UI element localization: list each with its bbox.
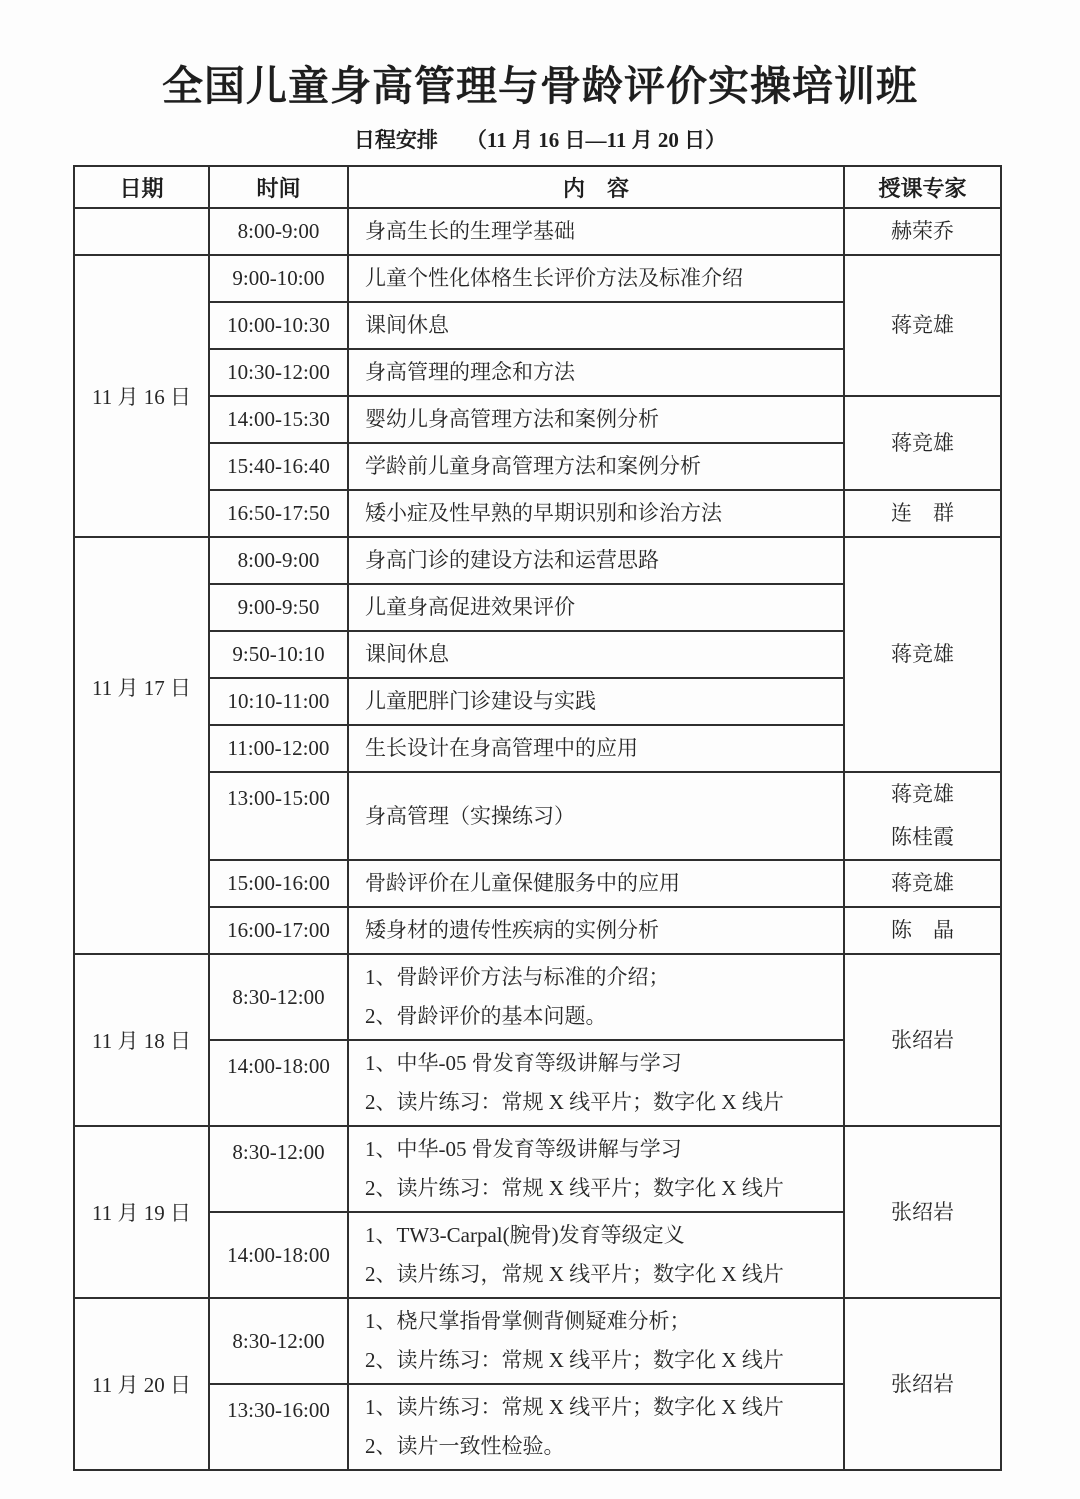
expert-cell [844,1298,1001,1470]
content-line: 课间休息 [365,313,449,337]
time-cell: 8:30-12:00 [209,954,348,1040]
content-line: 儿童个性化体格生长评价方法及标准介绍 [365,266,743,290]
time-cell: 10:30-12:00 [209,349,348,396]
schedule-table [73,165,1002,1471]
expert-cell [844,537,1001,772]
time-cell: 13:30-16:00 [209,1384,348,1470]
col-header-date: 日期 [74,166,209,208]
content-cell [348,954,844,1040]
time-cell: 8:30-12:00 [209,1126,348,1212]
content-line: 学龄前儿童身高管理方法和案例分析 [365,454,701,478]
content-line: 2、骨龄评价的基本问题。 [365,1004,607,1028]
table-row [74,1298,1001,1384]
time-cell: 8:00-9:00 [209,537,348,584]
content-line: 儿童肥胖门诊建设与实践 [365,689,596,713]
content-line: 身高生长的生理学基础 [365,219,575,243]
time-cell: 14:00-18:00 [209,1212,348,1298]
time-cell: 14:00-18:00 [209,1040,348,1126]
date-cell: 11 月 17 日 [74,537,209,954]
expert-name: 蒋竞雄 [891,782,954,806]
expert-name: 连 群 [891,501,954,525]
expert-name: 陈桂霞 [891,825,954,849]
expert-name: 张绍岩 [891,1027,954,1052]
content-line: 骨龄评价在儿童保健服务中的应用 [365,871,680,895]
table-row [74,396,1001,443]
content-line: 1、中华-05 骨发育等级讲解与学习 [365,1051,682,1075]
expert-cell [844,860,1001,907]
table-row [74,537,1001,584]
content-line: 1、桡尺掌指骨掌侧背侧疑难分析； [365,1309,691,1333]
expert-name: 赫荣乔 [891,219,954,243]
expert-name: 张绍岩 [891,1199,954,1224]
content-line: 2、读片一致性检验。 [365,1434,565,1458]
expert-cell [844,490,1001,537]
expert-cell [844,396,1001,490]
content-cell [348,490,844,537]
date-cell: 11 月 18 日 [74,954,209,1126]
content-cell [348,443,844,490]
content-cell [348,1212,844,1298]
content-line: 2、读片练习：常规 X 线平片；数字化 X 线片 [365,1348,784,1372]
content-cell [348,907,844,954]
date-cell: 11 月 19 日 [74,1126,209,1298]
content-cell [348,255,844,302]
content-line: 2、读片练习：常规 X 线平片；数字化 X 线片 [365,1090,784,1114]
content-cell [348,1298,844,1384]
date-cell: 11 月 16 日 [74,255,209,537]
time-cell: 8:30-12:00 [209,1298,348,1384]
time-cell: 10:10-11:00 [209,678,348,725]
content-cell [348,584,844,631]
content-line: 婴幼儿身高管理方法和案例分析 [365,407,659,431]
expert-name: 蒋竞雄 [891,871,954,895]
time-cell: 9:50-10:10 [209,631,348,678]
table-row [74,1126,1001,1212]
time-cell: 15:00-16:00 [209,860,348,907]
content-cell [348,302,844,349]
content-line: 儿童身高促进效果评价 [365,595,575,619]
content-line: 矮身材的遗传性疾病的实例分析 [365,918,659,942]
expert-name: 陈 晶 [891,918,954,942]
content-line: 课间休息 [365,642,449,666]
time-cell: 16:50-17:50 [209,490,348,537]
expert-name: 蒋竞雄 [891,430,954,455]
content-cell [348,678,844,725]
time-cell: 14:00-15:30 [209,396,348,443]
content-line: 身高管理的理念和方法 [365,360,575,384]
content-cell [348,1384,844,1470]
content-line: 2、读片练习，常规 X 线平片；数字化 X 线片 [365,1262,784,1286]
time-cell: 11:00-12:00 [209,725,348,772]
expert-cell [844,954,1001,1126]
content-line: 身高管理（实操练习） [365,803,575,828]
expert-cell [844,1126,1001,1298]
content-line: 生长设计在身高管理中的应用 [365,736,638,760]
date-cell [74,208,209,255]
subtitle-label: 日程安排 [353,128,438,152]
content-cell [348,1126,844,1212]
col-header-content: 内 容 [348,166,844,208]
table-row [74,772,1001,860]
time-cell: 13:00-15:00 [209,772,348,860]
table-row [74,860,1001,907]
content-line: 矮小症及性早熟的早期识别和诊治方法 [365,501,722,525]
table-row [74,907,1001,954]
content-cell [348,772,844,860]
time-cell: 15:40-16:40 [209,443,348,490]
header-row [74,166,1001,208]
col-header-time: 时间 [209,166,348,208]
table-row [74,255,1001,302]
table-row [74,208,1001,255]
col-header-expert: 授课专家 [844,166,1001,208]
content-cell [348,725,844,772]
table-row [74,954,1001,1040]
time-cell: 16:00-17:00 [209,907,348,954]
content-cell [348,860,844,907]
table-row [74,490,1001,537]
content-cell [348,631,844,678]
page-title: 全国儿童身高管理与骨龄评价实操培训班 [162,63,918,109]
expert-name: 蒋竞雄 [891,642,954,666]
content-line: 1、TW3-Carpal(腕骨)发育等级定义 [365,1223,685,1247]
content-cell [348,396,844,443]
expert-name: 张绍岩 [891,1371,954,1396]
subtitle-range: （11 月 16 日—11 月 20 日） [465,128,727,152]
content-line: 1、中华-05 骨发育等级讲解与学习 [365,1137,682,1161]
content-cell [348,537,844,584]
expert-cell [844,772,1001,860]
time-cell: 9:00-10:00 [209,255,348,302]
expert-cell [844,255,1001,396]
expert-name: 蒋竞雄 [891,313,954,337]
content-line: 2、读片练习：常规 X 线平片；数字化 X 线片 [365,1176,784,1200]
time-cell: 8:00-9:00 [209,208,348,255]
content-line: 身高门诊的建设方法和运营思路 [365,548,659,572]
expert-cell [844,208,1001,255]
date-cell: 11 月 20 日 [74,1298,209,1470]
schedule-subtitle [0,124,1080,154]
expert-cell [844,907,1001,954]
content-cell [348,349,844,396]
content-cell [348,1040,844,1126]
time-cell: 9:00-9:50 [209,584,348,631]
time-cell: 10:00-10:30 [209,302,348,349]
content-line: 1、读片练习：常规 X 线平片；数字化 X 线片 [365,1395,784,1419]
content-cell [348,208,844,255]
content-line: 1、骨龄评价方法与标准的介绍； [365,965,670,989]
